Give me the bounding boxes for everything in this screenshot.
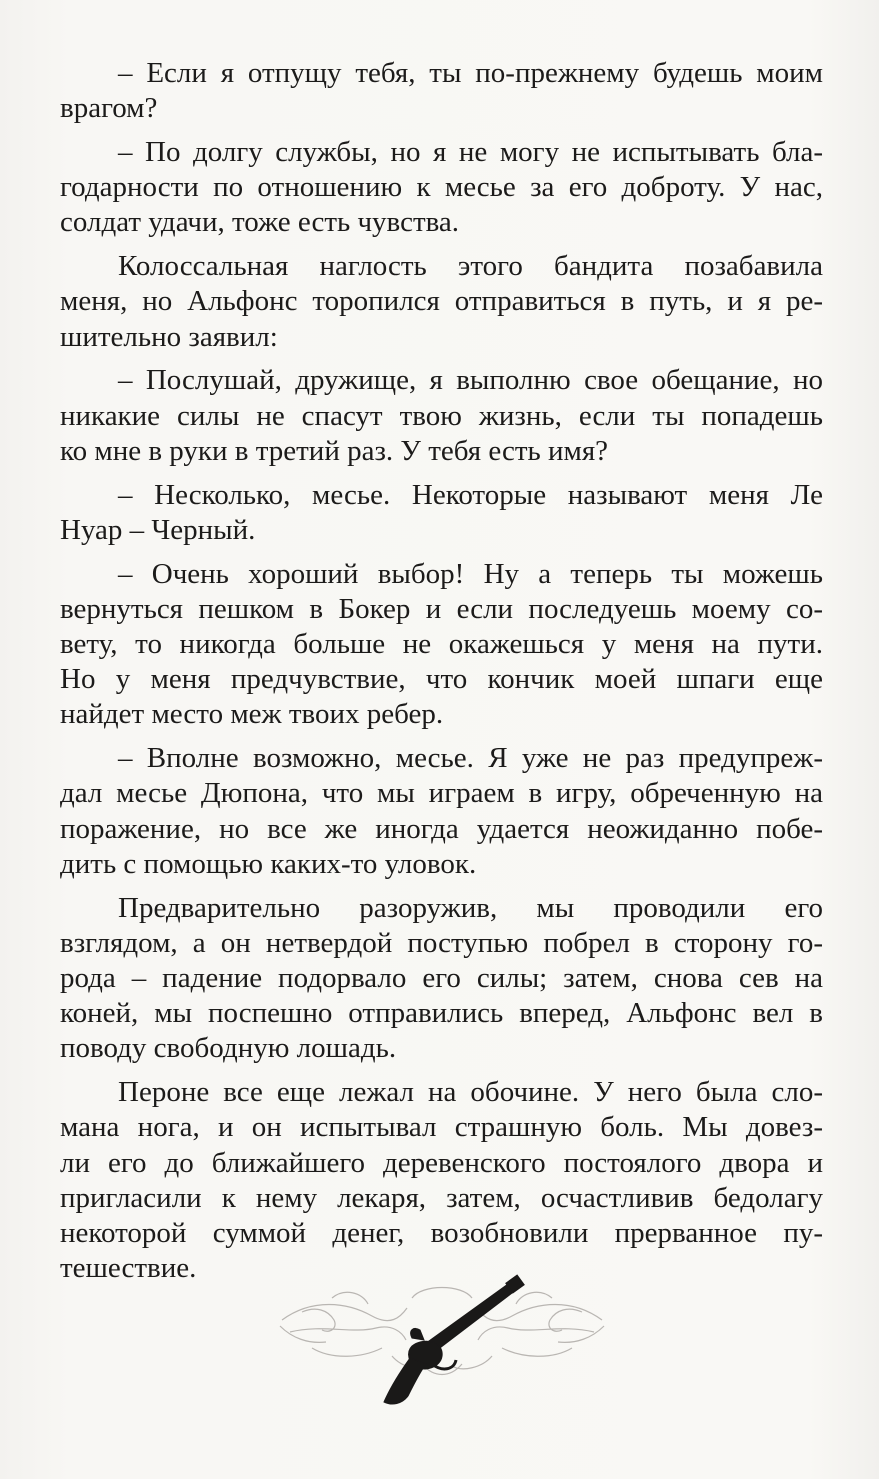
text-line: Колоссальная наглость этого бандита позабавила <box>118 250 823 283</box>
paragraph-7 <box>60 741 823 882</box>
paragraph-1 <box>60 56 823 126</box>
text-line: солдат удачи, тоже есть чувства. <box>60 206 460 239</box>
paragraph-6 <box>60 557 823 733</box>
text-line: – По долгу службы, но я не могу не испытывать бла- <box>118 136 823 168</box>
paragraph-5 <box>60 478 823 548</box>
text-line: поводу свободную лошадь. <box>60 1032 397 1065</box>
text-line: дал месье Дюпона, что мы играем в игру, обреченную на <box>60 777 823 810</box>
text-line: найдет место меж твоих ребер. <box>60 698 444 731</box>
text-line: Нуар – Черный. <box>60 513 256 546</box>
text-line: ли его до ближайшего деревенского постоялого двора и <box>60 1146 823 1179</box>
text-line: некоторой суммой денег, возобновили прерванное пу- <box>60 1217 823 1250</box>
text-line: меня, но Альфонс торопился отправиться в путь, и я ре- <box>60 285 823 318</box>
text-line: шительно заявил: <box>60 320 278 353</box>
text-line: ко мне в руки в третий раз. У тебя есть имя? <box>60 434 609 467</box>
paragraph-3 <box>60 249 823 355</box>
text-line: вету, то никогда больше не окажешься у меня на пути. <box>60 628 823 661</box>
paragraph-9 <box>60 1075 823 1286</box>
text-line: – Если я отпущу тебя, ты по-прежнему будешь моим <box>118 57 823 89</box>
paragraph-8 <box>60 891 823 1067</box>
text-line: никакие силы не спасут твою жизнь, если ты попадешь <box>60 399 823 432</box>
text-line: вернуться пешком в Бокер и если последуешь моему со- <box>60 592 823 625</box>
text-line: поражение, но все же иногда удается неожиданно побе- <box>60 812 823 845</box>
text-line: мана нога, и он испытывал страшную боль. Мы довез- <box>60 1111 823 1144</box>
paragraph-4 <box>60 363 823 469</box>
text-line: Предварительно разоружив, мы проводили его <box>118 891 823 924</box>
text-line: дить с помощью каких-то уловок. <box>60 847 477 880</box>
text-line: – Очень хороший выбор! Ну а теперь ты можешь <box>118 557 823 590</box>
text-line: – Несколько, месье. Некоторые называют меня Ле <box>118 478 823 511</box>
text-line: тешествие. <box>60 1252 197 1285</box>
pistol-flourish-icon <box>272 1268 612 1408</box>
text-line: рода – падение подорвало его силы; затем, снова сев на <box>60 962 823 995</box>
text-line: коней, мы поспешно отправились вперед, Альфонс вел в <box>60 997 823 1030</box>
text-line: взглядом, а он нетвердой поступью побрел в сторону го- <box>60 926 823 959</box>
text-body <box>60 56 823 1286</box>
text-line: – Послушай, дружище, я выполню свое обещание, но <box>118 364 823 397</box>
text-line: Но у меня предчувствие, что кончик моей шпаги еще <box>60 663 823 696</box>
text-line: годарности по отношению к месье за его доброту. У нас, <box>60 171 823 204</box>
text-line: – Вполне возможно, месье. Я уже не раз предупреж- <box>118 742 823 775</box>
text-line: Пероне все еще лежал на обочине. У него была сло- <box>118 1076 823 1109</box>
paragraph-2 <box>60 135 823 241</box>
text-line: врагом? <box>60 92 158 125</box>
text-line: пригласили к нему лекаря, затем, осчастливив бедолагу <box>60 1181 823 1214</box>
